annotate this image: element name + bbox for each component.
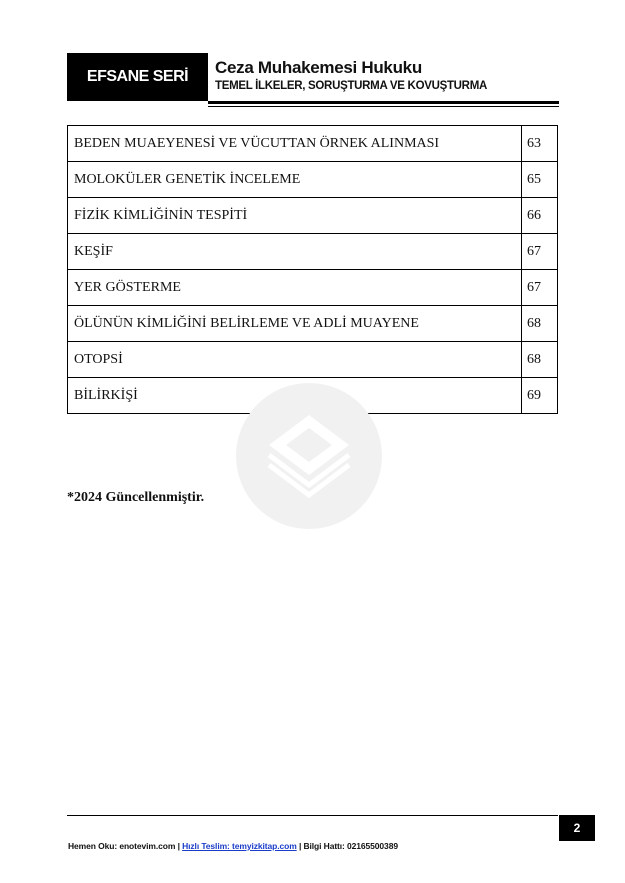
table-of-contents (67, 125, 558, 414)
toc-page: 68 (522, 342, 558, 378)
header-rule-thin (208, 106, 559, 107)
toc-title: KEŞİF (68, 234, 522, 270)
toc-title: BİLİRKİŞİ (68, 378, 522, 414)
table-row (68, 126, 558, 162)
toc-title: OTOPSİ (68, 342, 522, 378)
series-badge: EFSANE SERİ (67, 53, 208, 101)
watermark-logo (236, 383, 382, 529)
footer-separator: | (177, 841, 180, 851)
table-row (68, 306, 558, 342)
table-row (68, 198, 558, 234)
footer-info (68, 841, 398, 851)
footer-info-line: Bilgi Hattı: 02165500389 (303, 841, 398, 851)
update-note: *2024 Güncellenmiştir. (67, 490, 205, 505)
toc-title: ÖLÜNÜN KİMLİĞİNİ BELİRLEME VE ADLİ MUAYENE (68, 306, 522, 342)
toc-title: MOLOKÜLER GENETİK İNCELEME (68, 162, 522, 198)
book-title: Ceza Muhakemesi Hukuku (215, 58, 422, 77)
toc-page: 66 (522, 198, 558, 234)
footer-read-text: Hemen Oku: enotevim.com (68, 841, 176, 851)
table-row (68, 270, 558, 306)
footer-rule (67, 815, 558, 816)
toc-page: 67 (522, 234, 558, 270)
table-row (68, 162, 558, 198)
book-subtitle: TEMEL İLKELER, SORUŞTURMA VE KOVUŞTURMA (215, 80, 487, 92)
toc-page: 69 (522, 378, 558, 414)
header-rule-thick (208, 101, 559, 104)
table-row (68, 234, 558, 270)
stacked-pages-icon (236, 383, 382, 529)
toc-title: BEDEN MUAEYENESİ VE VÜCUTTAN ÖRNEK ALINMASI (68, 126, 522, 162)
toc-page: 67 (522, 270, 558, 306)
table-row (68, 342, 558, 378)
page-number: 2 (559, 815, 595, 841)
toc-page: 65 (522, 162, 558, 198)
toc-page: 63 (522, 126, 558, 162)
footer-delivery-link[interactable]: Hızlı Teslim: temyizkitap.com (182, 841, 297, 851)
footer-separator: | (298, 841, 302, 851)
toc-title: YER GÖSTERME (68, 270, 522, 306)
toc-page: 68 (522, 306, 558, 342)
toc-title: FİZİK KİMLİĞİNİN TESPİTİ (68, 198, 522, 234)
